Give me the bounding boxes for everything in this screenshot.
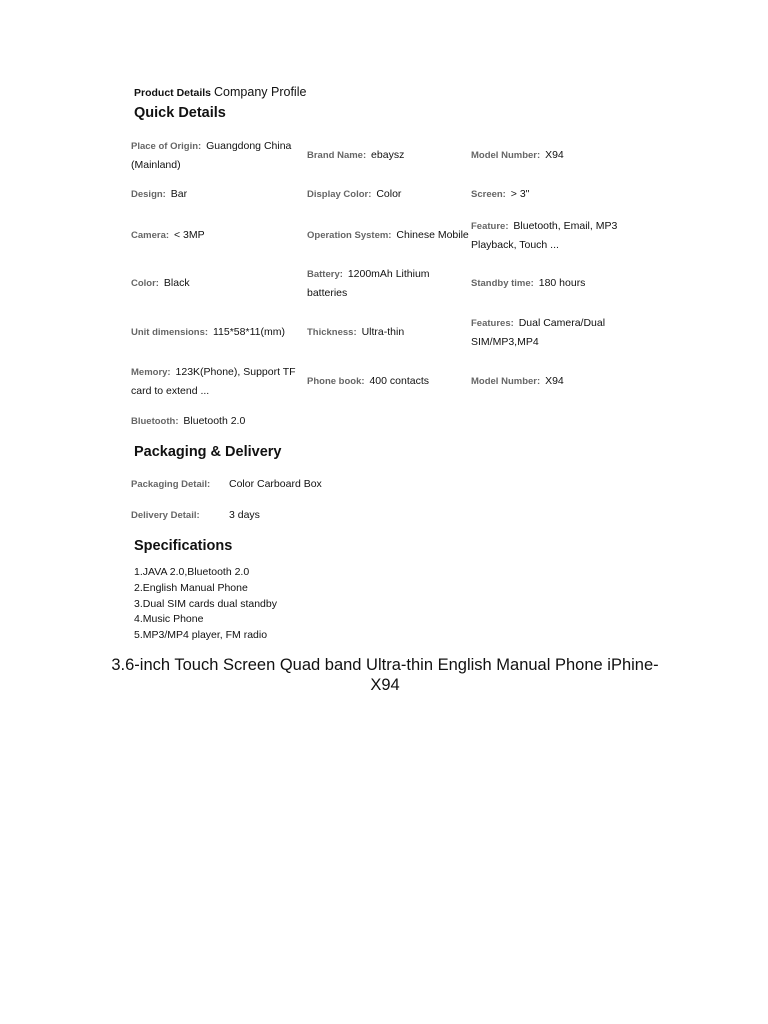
detail-label: Design:: [131, 188, 166, 200]
detail-place-of-origin: [131, 137, 307, 174]
detail-value: 123K(Phone), Support TF card to extend ...: [131, 365, 296, 397]
spec-item: 3.Dual SIM cards dual standby: [134, 597, 277, 610]
detail-color: [131, 274, 307, 293]
specifications-list: [134, 565, 277, 644]
detail-value: Bluetooth 2.0: [183, 414, 246, 427]
detail-model-number-2: [471, 372, 631, 391]
detail-value: 1200mAh Lithium batteries: [307, 267, 430, 299]
detail-label: Bluetooth:: [131, 415, 179, 427]
packaging-detail-label: Packaging Detail:: [131, 478, 211, 490]
product-title: 3.6-inch Touch Screen Quad band Ultra-thin English Manual Phone iPhine-X94: [111, 656, 659, 694]
detail-label: Place of Origin:: [131, 140, 202, 152]
quick-details-row: [131, 184, 651, 204]
detail-value: X94: [545, 374, 564, 387]
packaging-detail-row: [131, 474, 322, 494]
detail-value: X94: [545, 148, 564, 161]
detail-value: < 3MP: [173, 228, 205, 241]
packaging-delivery-heading: Packaging & Delivery: [134, 444, 282, 460]
detail-value: > 3": [510, 187, 530, 200]
detail-display-color: [307, 185, 471, 204]
spec-item: 2.English Manual Phone: [134, 581, 248, 594]
detail-label: Phone book:: [307, 375, 365, 387]
detail-value: Dual Camera/Dual SIM/MP3,MP4: [471, 316, 606, 348]
detail-design: [131, 185, 307, 204]
detail-tabs: [134, 83, 306, 101]
detail-value: 115*58*11(mm): [212, 325, 285, 338]
detail-label: Features:: [471, 317, 514, 329]
detail-operation-system: [307, 226, 471, 245]
detail-label: Feature:: [471, 220, 509, 232]
detail-label: Color:: [131, 277, 159, 289]
quick-details-row: [131, 135, 651, 175]
delivery-detail-value: 3 days: [229, 509, 260, 521]
detail-thickness: [307, 323, 471, 342]
detail-phone-book: [307, 372, 471, 391]
detail-value: Black: [163, 276, 190, 289]
delivery-detail-label: Delivery Detail:: [131, 509, 200, 521]
detail-camera: [131, 226, 307, 245]
delivery-detail-row: [131, 505, 260, 525]
detail-label: Battery:: [307, 268, 343, 280]
detail-value: Bluetooth, Email, MP3 Playback, Touch ...: [471, 219, 618, 251]
detail-battery: [307, 265, 471, 302]
detail-screen: [471, 185, 631, 204]
quick-details-row: [131, 215, 651, 255]
detail-features: [471, 314, 631, 351]
detail-label: Standby time:: [471, 277, 534, 289]
detail-value: 400 contacts: [369, 374, 429, 387]
detail-value: Ultra-thin: [361, 325, 405, 338]
detail-label: Model Number:: [471, 149, 541, 161]
detail-label: Model Number:: [471, 375, 541, 387]
detail-label: Memory:: [131, 366, 171, 378]
detail-label: Camera:: [131, 229, 170, 241]
detail-value: Bar: [170, 187, 188, 200]
detail-memory: [131, 363, 307, 400]
detail-value: Color: [376, 187, 402, 200]
detail-value: Chinese Mobile: [396, 228, 469, 241]
detail-label: Unit dimensions:: [131, 326, 209, 338]
quick-details-heading: Quick Details: [134, 105, 226, 121]
detail-unit-dimensions: [131, 323, 307, 342]
tab-company-profile[interactable]: Company Profile: [214, 85, 307, 99]
detail-feature: [471, 217, 631, 254]
specifications-heading: Specifications: [134, 538, 233, 554]
quick-details-row: [131, 312, 651, 352]
detail-label: Operation System:: [307, 229, 392, 241]
tab-product-details[interactable]: Product Details: [134, 87, 212, 99]
detail-bluetooth: [131, 412, 307, 431]
detail-value: ebaysz: [371, 148, 405, 161]
detail-standby-time: [471, 274, 631, 293]
detail-brand-name: [307, 146, 471, 165]
detail-label: Brand Name:: [307, 149, 367, 161]
packaging-detail-value: Color Carboard Box: [229, 478, 322, 490]
detail-label: Display Color:: [307, 188, 372, 200]
spec-item: 4.Music Phone: [134, 613, 204, 626]
detail-label: Thickness:: [307, 326, 357, 338]
spec-item: 1.JAVA 2.0,Bluetooth 2.0: [134, 566, 250, 578]
quick-details-row: [131, 263, 651, 303]
spec-item: 5.MP3/MP4 player, FM radio: [134, 629, 268, 642]
detail-value: 180 hours: [538, 276, 586, 289]
detail-value: Guangdong China (Mainland): [131, 139, 292, 171]
detail-label: Screen:: [471, 188, 506, 200]
quick-details-row: [131, 361, 651, 401]
detail-model-number: [471, 146, 631, 165]
quick-details-row: [131, 411, 651, 431]
